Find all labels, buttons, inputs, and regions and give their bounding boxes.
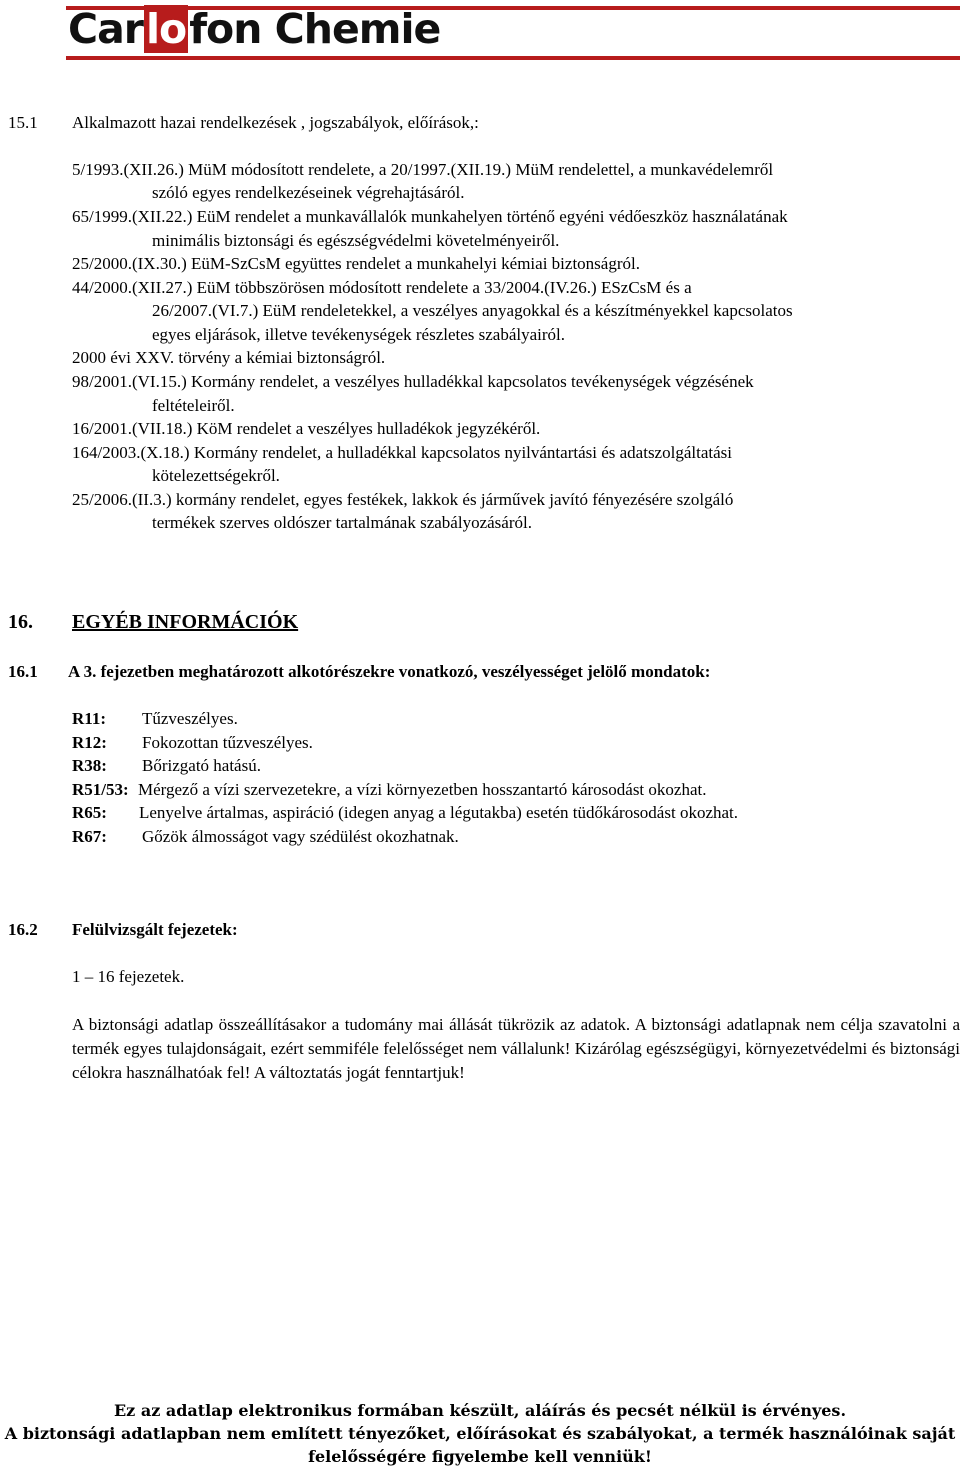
law-line: feltételeiről. [152, 396, 235, 415]
risk-phrase-text: Bőrizgató hatású. [142, 756, 261, 775]
section-title: A 3. fejezetben meghatározott alkotórészekre vonatkozó, veszélyességet jelölő mondatok: [68, 662, 711, 681]
section-title: Alkalmazott hazai rendelkezések , jogszabályok, előírások,: [72, 113, 479, 132]
footer-line: A biztonsági adatlapban nem említett tényezőket, előírásokat és szabályokat, a termék használóinak saját [4, 1424, 956, 1443]
risk-phrase-code: R38: [72, 756, 107, 775]
page-footer [0, 1399, 960, 1468]
logo-stripe-bottom [66, 56, 960, 60]
risk-phrase-code: R12: [72, 733, 107, 752]
section-number: 16. [8, 611, 33, 633]
risk-phrase-code: R67: [72, 827, 107, 846]
risk-phrase-code: R11: [72, 709, 106, 728]
law-line: 26/2007.(VI.7.) EüM rendeletekkel, a veszélyes anyagokkal és a készítményekkel kapcsolatos [152, 301, 793, 320]
law-line: 98/2001.(VI.15.) Kormány rendelet, a veszélyes hulladékkal kapcsolatos tevékenységek végzésének [72, 372, 754, 391]
risk-phrase-code: R65: [72, 803, 107, 822]
law-line: 25/2006.(II.3.) kormány rendelet, egyes festékek, lakkok és járművek javító fényezésére szolgáló [72, 490, 734, 509]
risk-phrase-text: Gőzök álmosságot vagy szédülést okozhatnak. [142, 827, 459, 846]
law-line: 164/2003.(X.18.) Kormány rendelet, a hulladékkal kapcsolatos nyilvántartási és adatszolgáltatási [72, 443, 732, 462]
law-line: minimális biztonsági és egészségvédelmi követelményeiről. [152, 231, 560, 250]
law-line: 16/2001.(VII.18.) KöM rendelet a veszélyes hulladékok jegyzékéről. [72, 419, 541, 438]
risk-phrase-text: Mérgező a vízi szervezetekre, a vízi környezetben hosszantartó károsodást okozhat. [138, 780, 707, 799]
law-line: 44/2000.(XII.27.) EüM többszörösen módosított rendelete a 33/2004.(IV.26.) ESzCsM és a [72, 278, 692, 297]
disclaimer-paragraph: A biztonsági adatlap összeállításakor a tudomány mai állását tükrözik az adatok. A biztonsági adatlapnak nem célja szavatolni a termék egyes tulajdonságait, ezért semmiféle felelősséget nem vállalunk! Kizárólag egészségügyi, környezetvédelmi és biztonsági célokra használhatóak fel! A változtatás jogát fenntartjuk! [72, 1015, 960, 1082]
law-line: 2000 évi XXV. törvény a kémiai biztonságról. [72, 348, 386, 367]
law-line: szóló egyes rendelkezéseinek végrehajtásáról. [152, 183, 465, 202]
section-number: 16.2 [8, 920, 38, 939]
risk-phrase-text: Lenyelve ártalmas, aspiráció (idegen anyag a légutakba) esetén tüdőkárosodást okozhat. [139, 803, 739, 822]
law-line: kötelezettségekről. [152, 466, 280, 485]
section-number: 16.1 [8, 662, 38, 681]
footer-line: Ez az adatlap elektronikus formában készült, aláírás és pecsét nélkül is érvényes. [113, 1401, 847, 1420]
company-logo [0, 0, 960, 66]
reviewed-chapters: 1 – 16 fejezetek. [72, 967, 185, 986]
law-line: 65/1999.(XII.22.) EüM rendelet a munkavállalók munkahelyen történő egyéni védőeszköz használatának [72, 207, 788, 226]
risk-phrase-text: Tűzveszélyes. [142, 709, 238, 728]
law-line: 25/2000.(IX.30.) EüM-SzCsM együttes rendelet a munkahelyi kémiai biztonságról. [72, 254, 640, 273]
law-line: 5/1993.(XII.26.) MüM módosított rendelete, a 20/1997.(XII.19.) MüM rendelettel, a munkavédelemről [72, 160, 774, 179]
logo-text: Carlofon Chemie [68, 5, 441, 53]
section-title: Felülvizsgált fejezetek: [72, 920, 238, 939]
section-heading: EGYÉB INFORMÁCIÓK [72, 611, 299, 633]
risk-phrase-text: Fokozottan tűzveszélyes. [142, 733, 313, 752]
risk-phrase-code: R51/53: [72, 780, 129, 799]
footer-line: felelősségére figyelembe kell venniük! [308, 1447, 652, 1466]
law-line: egyes eljárások, illetve tevékenységek részletes szabályairól. [152, 325, 566, 344]
section-number: 15.1 [8, 113, 38, 132]
law-line: termékek szerves oldószer tartalmának szabályozásáról. [152, 513, 532, 532]
